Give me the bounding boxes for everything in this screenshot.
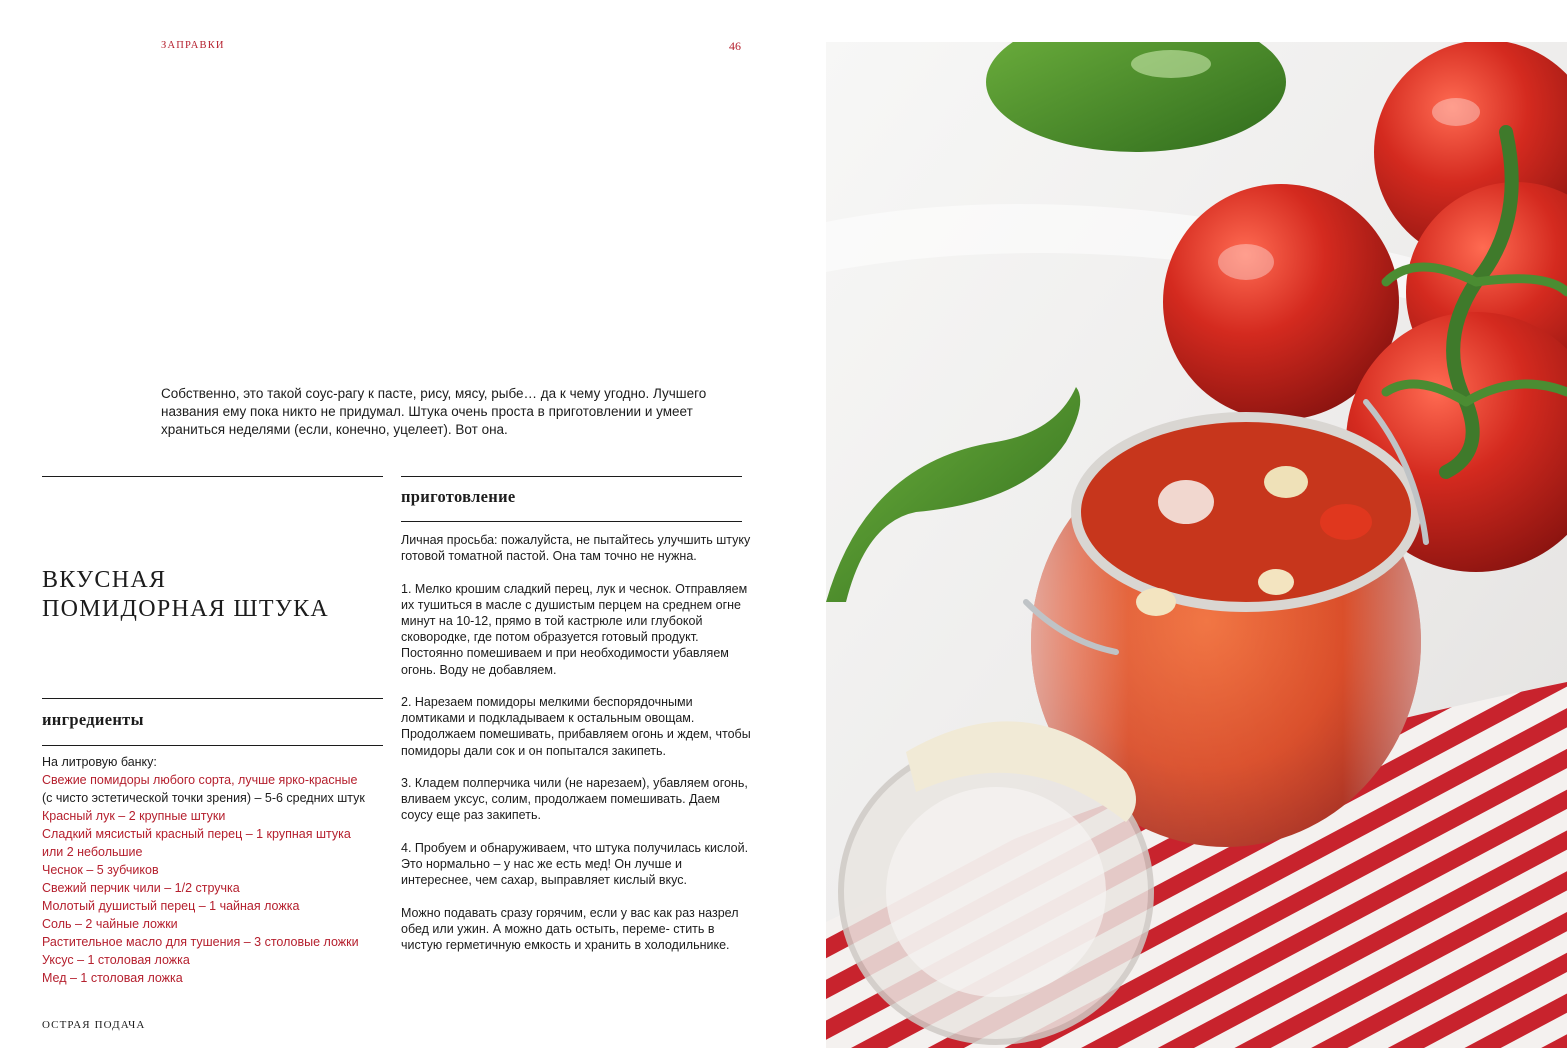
method-serving-note: Можно подавать сразу горячим, если у вас как раз назрел обед или ужин. А можно дать остыть, переме- стить в чистую герметичную емкость и хранить в холодильнике. (401, 905, 739, 952)
method-step-1: 1. Мелко крошим сладкий перец, лук и чеснок. Отправляем их тушиться в масле с душистым перцем на среднем огне минут на 10-12, прямо в той кастрюле или глубокой сковородке, где потом образуется готовый продукт. Постоянно помешиваем и при необходимости убавляем огонь. Воду не добавляем. (401, 581, 748, 677)
pepper-highlight (1131, 50, 1211, 78)
tomato-highlight (1432, 98, 1480, 126)
ingredients-heading: ингредиенты (42, 710, 144, 729)
ingredient-item: Мед – 1 столовая ложка (42, 971, 183, 985)
running-header-section: ЗАПРАВКИ (161, 40, 225, 51)
ingredient-item: Молотый душистый перец – 1 чайная ложка (42, 899, 300, 913)
onion-chunk (1136, 588, 1176, 616)
ingredient-item: или 2 небольшие (42, 845, 143, 859)
onion-chunk (1264, 466, 1308, 498)
ingredient-item: Свежие помидоры любого сорта, лучше ярко-красные (42, 773, 358, 787)
method-step-4: 4. Пробуем и обнаруживаем, что штука получилась кислой. Это нормально – у нас же есть мед! Он лучше и интереснее, чем сахар, выправляет кислый вкус. (401, 840, 749, 888)
page-number: 46 (729, 39, 741, 53)
pepper-chunk (1320, 504, 1372, 540)
ingredient-item: Красный лук – 2 крупные штуки (42, 809, 226, 823)
divider-rule-title-top (42, 476, 383, 477)
method-paragraph: Личная просьба: пожалуйста, не пытайтесь улучшить штуку готовой томатной пастой. Она там точно не нужна. (401, 533, 751, 564)
footer-book-title: ОСТРАЯ ПОДАЧА (42, 1019, 146, 1031)
ingredient-item: Свежий перчик чили – 1/2 стручка (42, 881, 240, 895)
divider-rule-method-top (401, 476, 742, 477)
recipe-photo-illustration (826, 42, 1567, 1048)
method-heading: приготовление (401, 487, 516, 506)
divider-rule-ingredients-top (42, 698, 383, 699)
method-step-2: 2. Нарезаем помидоры мелкими беспорядочными ломтиками и подкладываем к остальным овощам. Продолжаем помешивать, прибавляем огонь и ждем, чтобы помидоры дали сок и он попытался закипеть. (401, 695, 751, 758)
recipe-title (42, 566, 382, 624)
method-step-3: 3. Кладем полперчика чили (не нарезаем), убавляем огонь, вливаем уксус, солим, продолжаем помешивать. Даем соусу еще раз закипеть. (401, 776, 748, 823)
jar-lid-glass (886, 787, 1106, 997)
ingredient-item: Сладкий мясистый красный перец – 1 крупная штука (42, 827, 351, 841)
method-text (401, 532, 751, 969)
onion-chunk (1158, 480, 1214, 524)
intro-paragraph: Собственно, это такой соус-рагу к пасте, рису, мясу, рыбе… да к чему угодно. Лучшего названия ему пока никто не придумал. Штука очень проста в приготовлении и умеет храниться неделями (если, конечно, уцелеет). Вот она. (161, 386, 707, 437)
tomato-highlight (1218, 244, 1274, 280)
ingredient-item: Растительное масло для тушения – 3 столовые ложки (42, 935, 359, 949)
onion-chunk (1258, 569, 1294, 595)
ingredient-item: (с чисто эстетической точки зрения) – 5-6 средних штук (42, 791, 365, 805)
ingredients-intro: На литровую банку: (42, 755, 157, 769)
divider-rule-method-bottom (401, 521, 742, 522)
ingredients-list (42, 753, 392, 987)
ingredient-item: Чеснок – 5 зубчиков (42, 863, 159, 877)
recipe-photo (826, 42, 1567, 1048)
ingredient-item: Соль – 2 чайные ложки (42, 917, 178, 931)
divider-rule-ingredients-bottom (42, 745, 383, 746)
recipe-title-line-2: ПОМИДОРНАЯ ШТУКА (42, 596, 330, 622)
recipe-title-line-1: ВКУСНАЯ (42, 567, 167, 593)
ingredient-item: Уксус – 1 столовая ложка (42, 953, 190, 967)
